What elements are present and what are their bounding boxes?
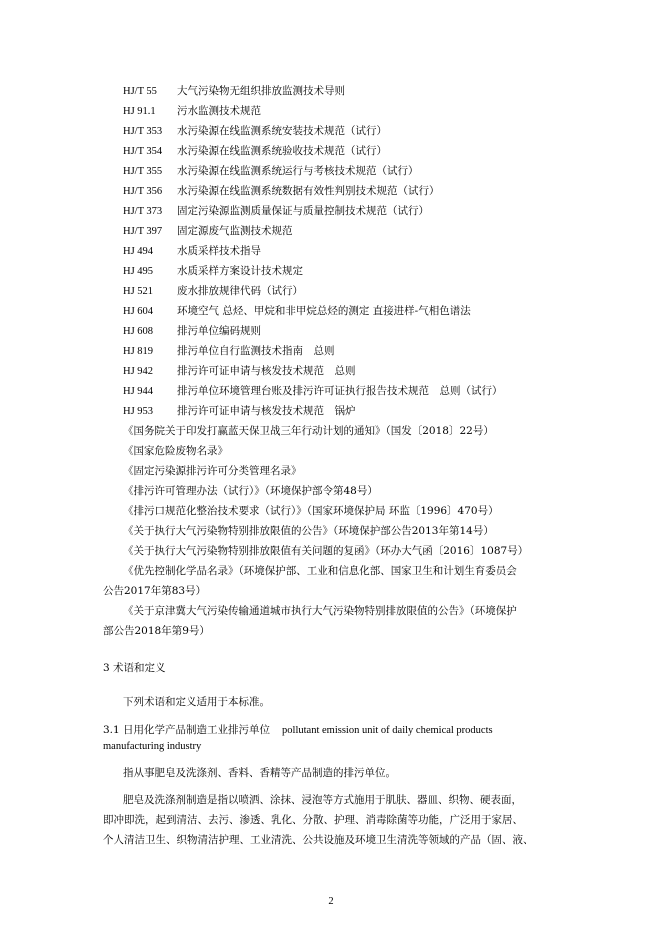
reference-code: HJ/T 55 — [123, 86, 157, 97]
document-reference: 《关于京津冀大气污染传输通道城市执行大气污染物特别排放限值的公告》（环境保护 — [123, 605, 517, 617]
term-definition: 指从事肥皂及洗涤剂、香料、香精等产品制造的排污单位。 — [123, 767, 396, 779]
document-reference: 《国家危险废物名录》 — [123, 445, 228, 457]
reference-title: 排污单位编码规则 — [177, 325, 261, 337]
document-reference: 《关于执行大气污染物特别排放限值的公告》（环境保护部公告2013年第14号） — [123, 525, 494, 537]
reference-line — [123, 344, 335, 359]
reference-title: 排污许可证申请与核发技术规范 锅炉 — [177, 405, 356, 417]
reference-line — [123, 304, 471, 319]
reference-line — [123, 324, 261, 339]
body-paragraph-line: 肥皂及洗涤剂制造是指以喷洒、涂抹、浸泡等方式施用于肌肤、器皿、织物、硬表面， — [123, 794, 522, 806]
reference-code: HJ 819 — [123, 346, 154, 357]
reference-line — [123, 224, 293, 239]
reference-code: HJ 604 — [123, 306, 154, 317]
document-reference-continued: 部公告2018年第9号） — [103, 625, 210, 637]
document-reference: 《排污口规范化整治技术要求（试行）》（国家环境保护局 环监〔1996〕470号） — [123, 505, 499, 517]
reference-title: 水污染源在线监测系统数据有效性判别技术规范（试行） — [177, 185, 440, 197]
body-paragraph-line: 个人清洁卫生、织物清洁护理、工业清洗、公共设施及环境卫生清洗等领域的产品（固、液、 — [103, 834, 534, 846]
reference-code: HJ 494 — [123, 246, 154, 257]
reference-code: HJ 91.1 — [123, 106, 156, 117]
section-heading: 3 术语和定义 — [103, 662, 166, 674]
document-reference: 《优先控制化学品名录》（环境保护部、工业和信息化部、国家卫生和计划生育委员会 — [123, 565, 517, 577]
reference-title: 环境空气 总烃、甲烷和非甲烷总烃的测定 直接进样-气相色谱法 — [177, 305, 471, 317]
reference-line — [123, 244, 261, 259]
term-name-en: pollutant emission unit of daily chemical products — [282, 725, 493, 736]
reference-line — [123, 144, 387, 159]
reference-line — [123, 84, 345, 99]
term-heading — [103, 723, 493, 738]
reference-line — [123, 164, 419, 179]
reference-title: 水质采样方案设计技术规定 — [177, 265, 303, 277]
reference-title: 水污染源在线监测系统验收技术规范（试行） — [177, 145, 387, 157]
reference-code: HJ 944 — [123, 386, 154, 397]
reference-code: HJ/T 373 — [123, 206, 163, 217]
body-paragraph-line: 即冲即洗，起到清洁、去污、渗透、乳化、分散、护理、消毒除菌等功能，广泛用于家居、 — [103, 814, 523, 826]
document-reference-continued: 公告2017年第83号） — [103, 585, 207, 597]
reference-code: HJ 942 — [123, 366, 154, 377]
reference-line — [123, 104, 261, 119]
reference-code: HJ/T 356 — [123, 186, 163, 197]
reference-title: 水质采样技术指导 — [177, 245, 261, 257]
reference-line — [123, 124, 387, 139]
page-number: 2 — [328, 896, 334, 907]
document-reference: 《固定污染源排污许可分类管理名录》 — [123, 465, 302, 477]
reference-title: 大气污染物无组织排放监测技术导则 — [177, 85, 345, 97]
reference-title: 固定源废气监测技术规范 — [177, 225, 293, 237]
reference-code: HJ/T 353 — [123, 126, 163, 137]
reference-code: HJ/T 397 — [123, 226, 163, 237]
reference-code: HJ 495 — [123, 266, 154, 277]
reference-title: 污水监测技术规范 — [177, 105, 261, 117]
reference-code: HJ 953 — [123, 406, 154, 417]
reference-code: HJ 608 — [123, 326, 154, 337]
document-reference: 《关于执行大气污染物特别排放限值有关问题的复函》（环办大气函〔2016〕1087号） — [123, 545, 529, 557]
reference-line — [123, 404, 356, 419]
section-intro: 下列术语和定义适用于本标准。 — [123, 696, 270, 708]
reference-line — [123, 184, 440, 199]
reference-line — [123, 284, 303, 299]
reference-title: 废水排放规律代码（试行） — [177, 285, 303, 297]
reference-line — [123, 204, 429, 219]
document-reference: 《排污许可管理办法（试行）》（环境保护部令第48号） — [123, 485, 378, 497]
reference-title: 固定污染源监测质量保证与质量控制技术规范（试行） — [177, 205, 429, 217]
reference-line — [123, 384, 503, 399]
reference-title: 排污单位环境管理台账及排污许可证执行报告技术规范 总则（试行） — [177, 385, 503, 397]
reference-title: 水污染源在线监测系统运行与考核技术规范（试行） — [177, 165, 419, 177]
term-name-cn: 3.1 日用化学产品制造工业排污单位 — [103, 724, 271, 736]
reference-code: HJ/T 354 — [123, 146, 163, 157]
reference-code: HJ/T 355 — [123, 166, 163, 177]
reference-code: HJ 521 — [123, 286, 154, 297]
reference-line — [123, 264, 303, 279]
document-reference: 《国务院关于印发打赢蓝天保卫战三年行动计划的通知》（国发〔2018〕22号） — [123, 425, 494, 437]
term-name-en-continued: manufacturing industry — [103, 741, 202, 752]
reference-title: 水污染源在线监测系统安装技术规范（试行） — [177, 125, 387, 137]
reference-title: 排污许可证申请与核发技术规范 总则 — [177, 365, 356, 377]
reference-title: 排污单位自行监测技术指南 总则 — [177, 345, 335, 357]
reference-line — [123, 364, 356, 379]
